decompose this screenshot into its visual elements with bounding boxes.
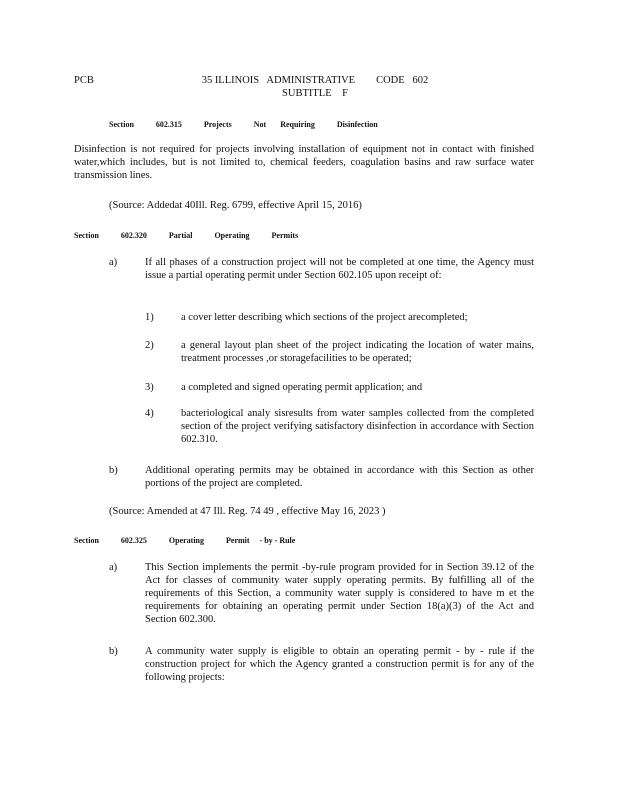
- subsection-label-b: b): [109, 465, 118, 476]
- subsection-text-b: Additional operating permits may be obtained in accordance with this Section as other portions of the project are completed.: [145, 465, 534, 489]
- header-title: [190, 74, 440, 100]
- section-heading-602-315: Section 602.315 Projects Not Requiring Disinfection: [109, 120, 378, 129]
- section-heading-602-320: Section 602.320 Partial Operating Permits: [74, 231, 299, 240]
- subsection-text-a: If all phases of a construction project will not be completed at one time, the Agency must issue a partial operating permit under Section 602.105 upon receipt of:: [145, 257, 534, 281]
- list-item-number: 1): [145, 312, 154, 323]
- list-item-number: 4): [145, 408, 154, 419]
- list-item-text: a general layout plan sheet of the project indicating the location of water mains, treatment processes ,or storagefacilities to be operated;: [181, 340, 534, 364]
- subsection-text-b: A community water supply is eligible to obtain an operating permit - by - rule if the construction project for which the Agency granted a construction permit is for any of the following projects:: [145, 646, 534, 683]
- section-heading-602-325: Section 602.325 Operating Permit - by - Rule: [74, 536, 296, 545]
- section-602-315-source: (Source: Addedat 40Ill. Reg. 6799, effective April 15, 2016): [109, 200, 362, 211]
- list-item-text: a cover letter describing which sections of the project arecompleted;: [181, 312, 468, 323]
- subsection-label-a: a): [109, 562, 118, 573]
- header-title-line2: SUBTITLE F: [282, 88, 348, 99]
- header-left: PCB: [74, 75, 94, 86]
- list-item-number: 3): [145, 382, 154, 393]
- subsection-text-a: This Section implements the permit -by-rule program provided for in Section 39.12 of the Act for classes of community water supply operating permits. By fulfilling all of the requirements of this Section, a community water supply is considered to have m et the requirements for obtaining an operating permit under Section 18(a)(3) of the Act and Section 602.300.: [145, 562, 534, 625]
- header-title-line1: 35 ILLINOIS ADMINISTRATIVE CODE 602: [201, 75, 429, 86]
- section-602-315-body: Disinfection is not required for projects involving installation of equipment not in contact with finished water,which includes, but is not limited to, chemical feeders, coagulation basins and raw surface water transmission lines.: [74, 144, 534, 181]
- section-602-320-source: (Source: Amended at 47 Ill. Reg. 74 49 , effective May 16, 2023 ): [109, 506, 386, 517]
- list-item-number: 2): [145, 340, 154, 351]
- subsection-label-b: b): [109, 646, 118, 657]
- list-item-text: a completed and signed operating permit application; and: [181, 382, 423, 393]
- list-item-text: bacteriological analy sisresults from water samples collected from the completed section of the project verifying satisfactory disinfection in accordance with Section 602.310.: [181, 408, 534, 445]
- subsection-label-a: a): [109, 257, 118, 268]
